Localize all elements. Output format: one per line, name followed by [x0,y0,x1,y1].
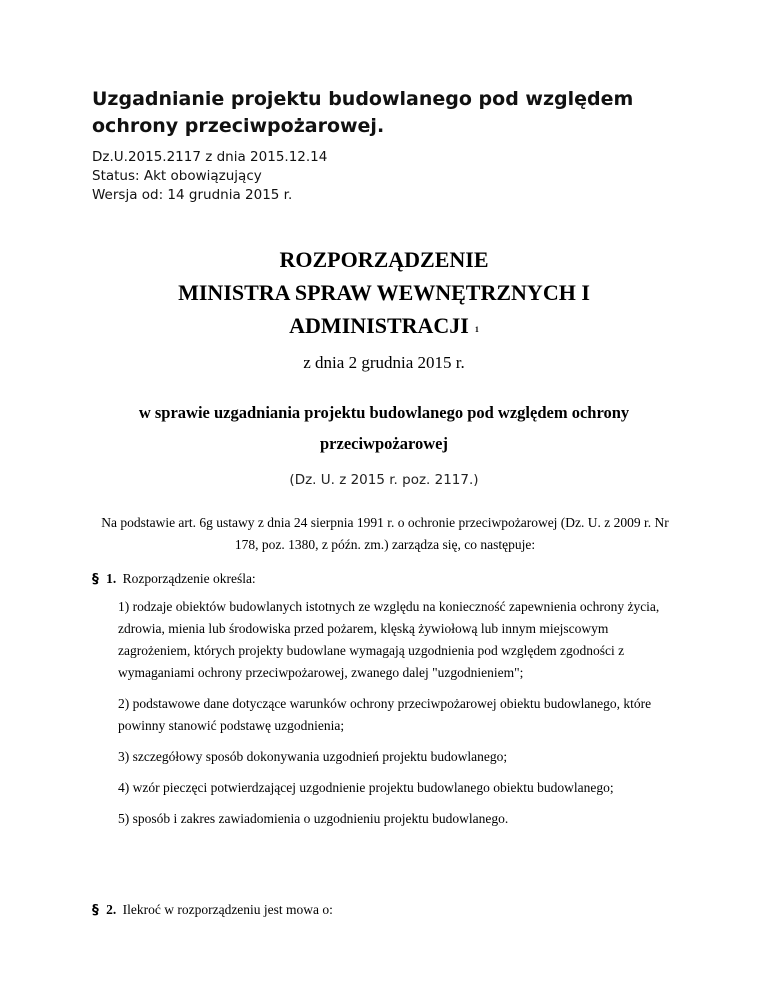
act-heading-line3 [0,309,768,343]
list-item: 1) rodzaje obiektów budowlanych istotnych ze względu na konieczność zapewnienia ochrony życia, zdrowia, mienia lub środowiska przed pożarem, klęską żywiołową lub innym miejscowym zagrożeniem, których projekty budowlane wymagają uzgodnienia pod względem zgodności z wymaganiami ochrony przeciwpożarowej, zwanego dalej "uzgodnieniem"; [118,599,660,680]
list-item: 5) sposób i zakres zawiadomienia o uzgodnieniu projektu budowlanego. [118,811,509,826]
act-heading-text: ADMINISTRACJI [289,313,469,338]
journal-reference: Dz.U.2015.2117 z dnia 2015.12.14 [92,149,328,165]
document-meta [92,148,327,205]
act-heading-line2: MINISTRA SPRAW WEWNĘTRZNYCH I [178,280,590,305]
legal-basis: Na podstawie art. 6g ustawy z dnia 24 sierpnia 1991 r. o ochronie przeciwpożarowej (Dz. U. z 2009 r. Nr 178, poz. 1380, z późn. zm.) zarządza się, co następuje: [101,515,669,552]
paragraph-number: 2. [106,902,117,917]
act-subject: w sprawie uzgadniania projektu budowlanego pod względem ochrony przeciwpożarowej [138,403,630,453]
section-sign: § [92,571,99,587]
document-title: Uzgadnianie projektu budowlanego pod względem ochrony przeciwpożarowej. [92,88,634,137]
paragraph-2 [92,902,333,918]
version-text: Wersja od: 14 grudnia 2015 r. [92,187,293,203]
status-text: Status: Akt obowiązujący [92,168,262,184]
paragraph-1 [92,571,256,587]
publication-reference: (Dz. U. z 2015 r. poz. 2117.) [289,472,479,488]
paragraph-1-list [118,596,678,839]
paragraph-number: 1. [106,571,117,586]
footnote-reference[interactable]: 1 [474,325,479,334]
act-date: z dnia 2 grudnia 2015 r. [303,353,465,372]
act-heading-line1: ROZPORZĄDZENIE [279,247,489,272]
paragraph-text: Rozporządzenie określa: [122,571,256,586]
section-sign: § [92,902,99,918]
paragraph-text: Ilekroć w rozporządzeniu jest mowa o: [122,902,333,917]
list-item: 4) wzór pieczęci potwierdzającej uzgodnienie projektu budowlanego obiektu budowlanego; [118,780,614,795]
list-item: 2) podstawowe dane dotyczące warunków ochrony przeciwpożarowej obiektu budowlanego, które powinny stanowić podstawę uzgodnienia; [118,696,652,733]
list-item: 3) szczegółowy sposób dokonywania uzgodnień projektu budowlanego; [118,749,508,764]
